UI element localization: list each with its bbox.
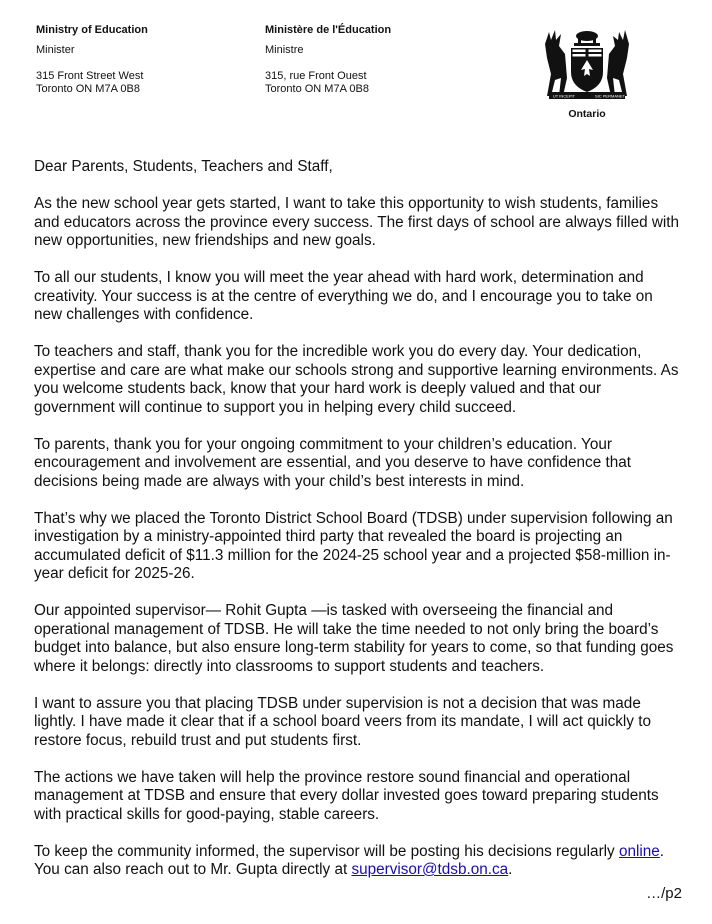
- paragraph-9-text-a: To keep the community informed, the supervisor will be posting his decisions regularly: [34, 842, 619, 860]
- ontario-logo: [537, 24, 637, 124]
- address-line2-en: Toronto ON M7A 0B8: [36, 83, 140, 95]
- paragraph-6: Our appointed supervisor— Rohit Gupta —is tasked with overseeing the financial and operational management of TDSB. He will take the time needed to not only bring the board’s budget into balance, but also ensure long-term stability for years to come, so that funding goes where it belongs: directly into classrooms to support students and teachers.: [34, 602, 674, 675]
- paragraph-9: [34, 843, 682, 880]
- supervisor-email-link[interactable]: supervisor@tdsb.on.ca: [351, 861, 509, 878]
- paragraph-5: That’s why we placed the Toronto District School Board (TDSB) under supervision following an investigation by a ministry-appointed third party that revealed the board is projecting an accumulated deficit of $11.3 million for the 2024-25 school year and a projected $58-million in-year deficit for 2025-26.: [34, 509, 673, 582]
- address-en: [36, 70, 148, 96]
- letterhead-french: [265, 24, 391, 96]
- ministry-name-en: Ministry of Education: [36, 24, 148, 36]
- letterhead: [0, 0, 712, 130]
- address-line2-fr: Toronto ON M7A 0B8: [265, 83, 369, 95]
- ontario-coat-of-arms-icon: [537, 24, 637, 108]
- address-fr: [265, 70, 391, 96]
- paragraph-3: To teachers and staff, thank you for the incredible work you do every day. Your dedication, expertise and care are what make our schools strong and supportive learning environments. As you welcome students back, know that your hard work is deeply valued and that our government will continue to support you in helping every child succeed.: [34, 343, 679, 416]
- online-link[interactable]: online: [618, 842, 660, 860]
- paragraph-4: To parents, thank you for your ongoing commitment to your children’s education. Your encouragement and involvement are essential, and you deserve to have confidence that decisions being made are always with your child’s best interests in mind.: [34, 435, 631, 490]
- motto-left: UT INCEPIT: [552, 93, 576, 99]
- paragraph-8: The actions we have taken will help the province restore sound financial and operational management at TDSB and ensure that every dollar invested goes toward preparing students with practical skills for good-paying, stable careers.: [34, 768, 659, 823]
- paragraph-9-text-c: .: [508, 861, 513, 878]
- paragraph-1: As the new school year gets started, I want to take this opportunity to wish students, families and educators across the province every success. The first days of school are always filled with new opportunities, new friendships and new goals.: [34, 195, 680, 249]
- ontario-wordmark: Ontario: [568, 108, 606, 120]
- address-line1-en: 315 Front Street West: [36, 70, 144, 82]
- paragraph-2: To all our students, I know you will meet the year ahead with hard work, determination and creativity. Your success is at the centre of everything we do, and I encourage you to take on new challenges with confidence.: [34, 269, 653, 323]
- minister-title-fr: Ministre: [265, 44, 304, 56]
- salutation: Dear Parents, Students, Teachers and Staff,: [34, 158, 333, 175]
- letterhead-english: [36, 24, 148, 96]
- paragraph-7: I want to assure you that placing TDSB under supervision is not a decision that was made lightly. I have made it clear that if a school board veers from its mandate, I will act quickly to restore focus, rebuild trust and put students first.: [34, 694, 651, 749]
- ministry-name-fr: Ministère de l'Éducation: [265, 24, 392, 36]
- motto-right: SIC PERMANET: [594, 93, 626, 99]
- address-line1-fr: 315, rue Front Ouest: [265, 70, 367, 82]
- minister-title-en: Minister: [36, 44, 75, 56]
- letter-body: [34, 158, 682, 898]
- page-indicator: …/p2: [646, 885, 682, 902]
- paragraph-9-text-b: . You can also reach out to Mr. Gupta directly at: [34, 842, 665, 878]
